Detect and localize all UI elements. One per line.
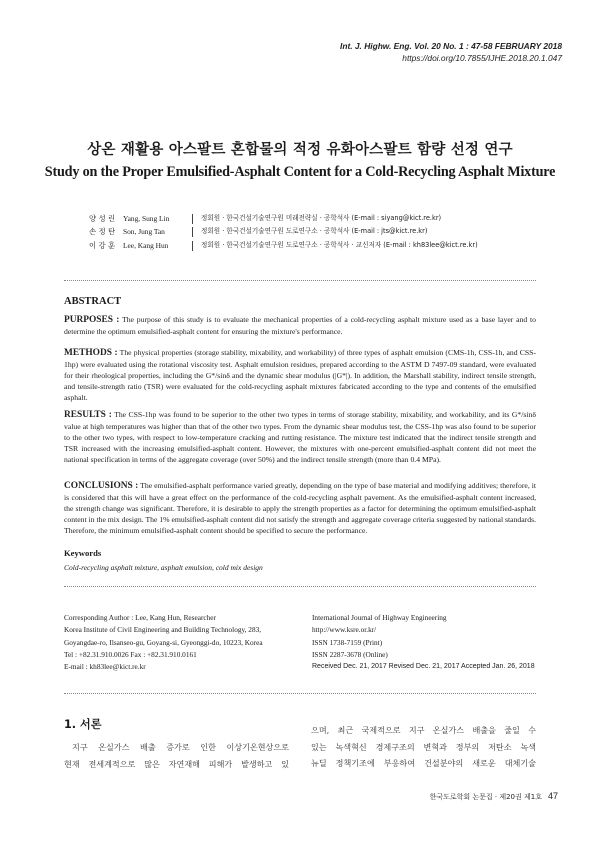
author-name-korean: 손 정 탄: [89, 227, 116, 237]
author-affiliation: 정회원 · 한국건설기술연구원 미래전략실 · 공학석사 (E-mail : siyang@kict.re.kr): [201, 214, 442, 222]
corresponding-author-block: [64, 612, 263, 673]
journal-url[interactable]: http://www.ksre.or.kr/: [312, 625, 377, 635]
author-name-korean: 양 성 린: [89, 214, 116, 223]
results-label: RESULTS :: [64, 410, 112, 420]
dotted-divider: [64, 586, 536, 587]
conclusions-label: CONCLUSIONS :: [64, 481, 139, 491]
paper-title-korean: 상온 재활용 아스팔트 혼합물의 적정 유화아스팔트 함량 선정 연구: [87, 142, 513, 158]
results-text: The CSS-1hp was found to be superior to the other two types in terms of storage stability, mixability, and workability, and its G*/sinδ value at high temperatures was higher than that of the other two types. From the dynamic shear modulus test, the CSS-1hp was also found to be superior to the other two types, with respect to low-temperature cracking and rutting resistance. The mixture test indicated that the indirect tensile strength and TSR increased with the increasing emulsified-asphalt content. However, the mixtures with one-percent emulsified-asphalt content did not meet the national specification in terms of the aggregate coverage (over 50%) and the indirect tensile strength (more than 0.4 MPa).: [64, 410, 536, 465]
page-number: 47: [547, 791, 558, 801]
intro-line: 현재 전세계적으로 많은 자연재해 피해가 발생하고 있: [64, 758, 289, 769]
purposes-text: The purpose of this study is to evaluate the mechanical properties of a cold-recycling asphalt mixture used as a base layer and to determine the optimum emulsified-asphalt content for ensuring the mixture's performance.: [64, 315, 536, 337]
author-name-english: Yang, Sung Lin: [123, 214, 170, 223]
purposes-label: PURPOSES :: [64, 315, 120, 325]
methods-text: The physical properties (storage stability, mixability, and workability) of three types of asphalt emulsion (CMS-1h, CSS-1h, and CSS-1hp) were evaluated using the rotational viscosity test. Asphalt emulsion residues, prepared according to the ASTM D 7497-09 standard, were evaluated for their rheological properties, including the G*/sinδ and the dynamic shear modulus (|G*|). In addition, the Marshall stability, indirect tensile strength, and tensile-strength ratio (TSR) were evaluated for the cold-recycling asphalt mixtures fabricated according to the type and contents of the emulsified asphalt.: [64, 348, 537, 403]
abstract-heading: ABSTRACT: [64, 296, 122, 307]
intro-line: 지구 온실가스 배출 증가로 인한 이상기온현상으로: [72, 742, 289, 752]
abstract-methods: [64, 347, 536, 403]
abstract-conclusions: [64, 480, 536, 536]
paper-title-english: Study on the Proper Emulsified-Asphalt Content for a Cold-Recycling Asphalt Mixture: [44, 164, 556, 180]
issn-print: ISSN 1738-7159 (Print): [312, 637, 383, 647]
methods-label: METHODS :: [64, 348, 118, 358]
intro-line: 으며, 최근 국제적으로 지구 온실가스 배출을 줄일 수: [311, 725, 536, 735]
received-dates: Received Dec. 21, 2017 Revised Dec. 21, 2017 Accepted Jan. 26, 2018: [312, 663, 535, 671]
corresponding-author: Corresponding Author : Lee, Kang Hun, Researcher: [64, 613, 216, 622]
author-list: [89, 212, 478, 252]
author-name-english: Son, Jung Tan: [123, 227, 165, 237]
author-divider: [192, 227, 193, 237]
footer-journal-issue: 한국도로학회 논문집 · 제20권 제1호: [429, 793, 542, 801]
intro-line: 뉴딜 정책기조에 부응하여 건설분야의 새로운 대체기술: [311, 758, 536, 769]
dotted-divider: [64, 693, 536, 694]
dotted-divider: [64, 280, 536, 281]
author-affiliation: 정회원 · 한국건설기술연구원 도로연구소 · 공학석사 (E-mail : jts@kict.re.kr): [201, 227, 428, 236]
journal-info-block: [312, 612, 535, 673]
abstract-purposes: [64, 314, 536, 337]
journal-doi[interactable]: https://doi.org/10.7855/IJHE.2018.20.1.047: [402, 53, 562, 63]
author-name-english: Lee, Kang Hun: [123, 240, 169, 250]
journal-name: International Journal of Highway Engineering: [312, 613, 447, 622]
page-footer: [430, 791, 558, 802]
abstract-results: [64, 409, 536, 465]
corresponding-email[interactable]: E-mail : kh83lee@kict.re.kr: [64, 662, 146, 672]
intro-line: 있는 녹색혁신 경제구조의 변혁과 정부의 저탄소 녹색: [311, 741, 536, 752]
keywords-text: Cold-recycling asphalt mixture, asphalt emulsion, cold mix design: [64, 563, 263, 572]
issn-online: ISSN 2287-3678 (Online): [312, 649, 388, 659]
keywords-heading: Keywords: [64, 548, 102, 558]
conclusions-text: The emulsified-asphalt performance varied greatly, depending on the type of base material and modifying additives; therefore, it is considered that this will have a great effect on the performance of the cold-recycling asphalt pavement. As the emulsified-asphalt content increased, the strength change was significant. Therefore, it is desirable to apply the strength properties as a factor for determining the optimum emulsified-asphalt content in the mix design. The 1% emulsified-asphalt content did not satisfy the strength and aggregate coverage criteria suggested by national standards. Therefore, the minimum emulsified-asphalt content should be specified to secure the performance.: [64, 481, 536, 536]
journal-citation: Int. J. Highw. Eng. Vol. 20 No. 1 : 47-58 FEBRUARY 2018: [340, 41, 562, 51]
corresponding-institute: Korea Institute of Civil Engineering and Building Technology, 283,: [64, 625, 262, 635]
author-name-korean: 이 강 훈: [89, 240, 116, 250]
journal-header: [340, 40, 562, 64]
intro-heading: 1. 서론: [64, 718, 102, 731]
author-row: [89, 212, 478, 225]
corresponding-tel-fax: Tel : +82.31.910.0026 Fax : +82.31.910.0161: [64, 649, 197, 659]
corresponding-address: Goyangdae-ro, Ilsanseo-gu, Goyang-si, Gyeonggi-do, 10223, Korea: [64, 637, 263, 647]
intro-left-column: [64, 739, 289, 772]
intro-right-column: [311, 722, 536, 772]
author-row: [89, 225, 478, 238]
author-affiliation: 정회원 · 한국건설기술연구원 도로연구소 · 공학석사 · 교신저자 (E-mail : kh83lee@kict.re.kr): [201, 240, 478, 249]
author-divider: [192, 241, 193, 251]
author-row: [89, 239, 478, 252]
author-divider: [192, 214, 193, 224]
